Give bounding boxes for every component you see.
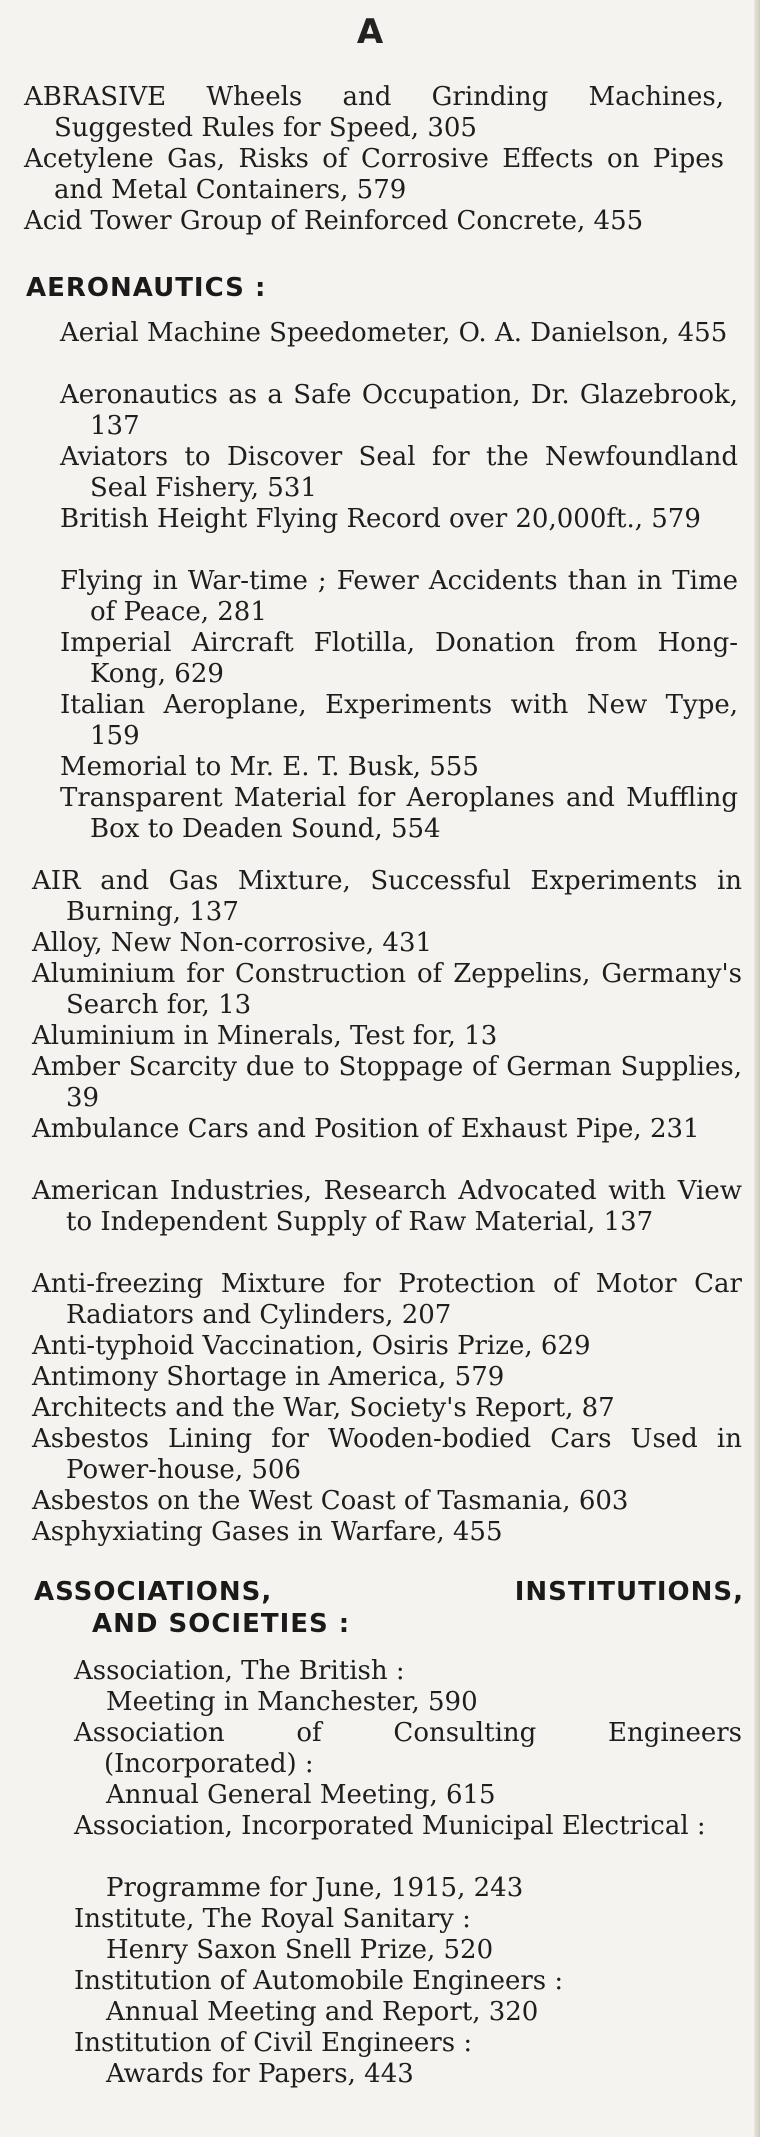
index-entry: Asbestos Lining for Wooden-bodied Cars Used in Power-house, 506 xyxy=(32,1424,742,1485)
index-entry: Transparent Material for Aeroplanes and Muffling Box to Deaden Sound, 554 xyxy=(60,783,738,844)
association-item: Awards for Papers, 443 xyxy=(106,2059,414,2089)
association-item: Meeting in Manchester, 590 xyxy=(106,1687,478,1717)
section-heading-associations: ASSOCIATIONS, INSTITUTIONS, xyxy=(34,1577,744,1607)
association-name: Institution of Automobile Engineers : xyxy=(74,1966,564,1996)
index-entry: Architects and the War, Society's Report, 87 xyxy=(32,1393,615,1423)
section-heading-aeronautics: AERONAUTICS : xyxy=(26,273,267,303)
index-entry: Antimony Shortage in America, 579 xyxy=(32,1362,505,1392)
index-entry: Aluminium for Construction of Zeppelins, Germany's Search for, 13 xyxy=(32,959,742,1020)
association-item: Annual General Meeting, 615 xyxy=(106,1780,496,1810)
index-entry: Aeronautics as a Safe Occupation, Dr. Glazebrook, 137 xyxy=(60,380,738,441)
section-heading-associations-cont: AND SOCIETIES : xyxy=(92,1609,351,1639)
association-item: Programme for June, 1915, 243 xyxy=(106,1873,524,1903)
index-entry: Amber Scarcity due to Stoppage of German Supplies, 39 xyxy=(32,1052,742,1113)
index-entry: Aluminium in Minerals, Test for, 13 xyxy=(32,1021,498,1051)
index-entry: Acid Tower Group of Reinforced Concrete, 455 xyxy=(24,206,644,236)
index-entry: American Industries, Research Advocated with View to Independent Supply of Raw Material, 137 xyxy=(32,1176,742,1237)
page-edge xyxy=(754,0,760,2137)
index-entry: Aviators to Discover Seal for the Newfoundland Seal Fishery, 531 xyxy=(60,442,738,503)
index-entry: Memorial to Mr. E. T. Busk, 555 xyxy=(60,752,479,782)
index-entry: Asbestos on the West Coast of Tasmania, 603 xyxy=(32,1486,629,1516)
index-entry: Anti-freezing Mixture for Protection of Motor Car Radiators and Cylinders, 207 xyxy=(32,1269,742,1330)
association-name: Association, Incorporated Municipal Electrical : xyxy=(74,1811,706,1841)
index-entry: Italian Aeroplane, Experiments with New Type, 159 xyxy=(60,690,738,751)
index-entry: Flying in War-time ; Fewer Accidents than in Time of Peace, 281 xyxy=(60,566,738,627)
index-entry: Ambulance Cars and Position of Exhaust Pipe, 231 xyxy=(32,1114,700,1144)
association-name: Association, The British : xyxy=(74,1656,405,1686)
association-name: Institute, The Royal Sanitary : xyxy=(74,1904,471,1934)
index-entry: AIR and Gas Mixture, Successful Experiments in Burning, 137 xyxy=(32,866,742,927)
association-item: Henry Saxon Snell Prize, 520 xyxy=(106,1935,494,1965)
index-entry: Asphyxiating Gases in Warfare, 455 xyxy=(32,1517,503,1547)
index-entry: Acetylene Gas, Risks of Corrosive Effects on Pipes and Metal Containers, 579 xyxy=(24,144,724,205)
index-entry: Aerial Machine Speedometer, O. A. Danielson, 455 xyxy=(60,318,728,348)
association-name: Institution of Civil Engineers : xyxy=(74,2028,473,2058)
index-entry: Anti-typhoid Vaccination, Osiris Prize, 629 xyxy=(32,1331,591,1361)
index-entry: British Height Flying Record over 20,000ft., 579 xyxy=(60,504,701,534)
section-letter: A xyxy=(356,12,384,52)
index-entry: Imperial Aircraft Flotilla, Donation from Hong-Kong, 629 xyxy=(60,628,738,689)
association-item: Annual Meeting and Report, 320 xyxy=(106,1997,539,2027)
index-entry: Alloy, New Non-corrosive, 431 xyxy=(32,928,433,958)
association-name: Association of Consulting Engineers (Incorporated) : xyxy=(74,1718,742,1779)
index-entry: ABRASIVE Wheels and Grinding Machines, Suggested Rules for Speed, 305 xyxy=(24,82,724,143)
